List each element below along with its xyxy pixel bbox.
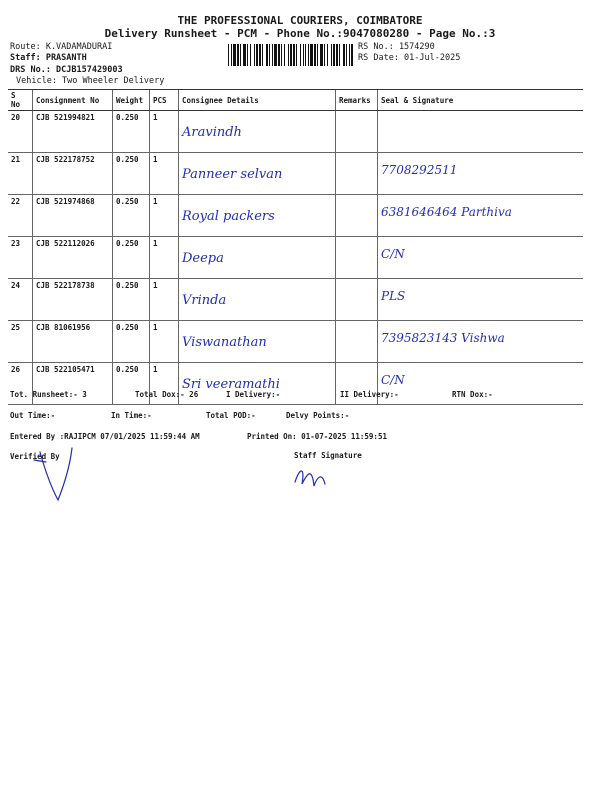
row-consignment-text: CJB 522178752	[36, 155, 95, 164]
col-sno: S No	[8, 90, 33, 111]
row-consignment	[33, 111, 113, 153]
row-consignment	[33, 237, 113, 279]
entered-by: Entered By :RAJIPCM 07/01/2025 11:59:44 AM	[10, 432, 200, 441]
row-consignment-text: CJB 522112026	[36, 239, 95, 248]
col-consignee: Consignee Details	[179, 90, 336, 111]
printed-on: Printed On: 01-07-2025 11:59:51	[247, 432, 387, 441]
row-weight-text: 0.250	[116, 323, 139, 332]
row-pcs-text: 1	[153, 323, 158, 332]
col-pcs: PCS	[150, 90, 179, 111]
row-remarks	[336, 195, 378, 237]
runsheet-table	[8, 89, 583, 405]
table-row	[8, 279, 583, 321]
row-consignee	[179, 237, 336, 279]
row-pcs	[150, 321, 179, 363]
row-sno-text: 22	[11, 197, 21, 206]
second-delivery: II Delivery:-	[340, 390, 399, 399]
row-seal	[378, 279, 584, 321]
row-consignee	[179, 279, 336, 321]
table-row	[8, 153, 583, 195]
row-pcs	[150, 279, 179, 321]
row-consignment	[33, 321, 113, 363]
in-time: In Time:-	[111, 411, 152, 420]
row-sno-text: 21	[11, 155, 21, 164]
staff-signature	[290, 462, 330, 492]
col-remarks: Remarks	[336, 90, 378, 111]
row-pcs	[150, 195, 179, 237]
row-consignment	[33, 279, 113, 321]
route-label: Route: K.VADAMADURAI	[10, 42, 113, 52]
row-remarks	[336, 153, 378, 195]
first-delivery: I Delivery:-	[226, 390, 281, 399]
row-weight-text: 0.250	[116, 281, 139, 290]
col-consignment: Consignment No	[33, 90, 113, 111]
row-seal	[378, 153, 584, 195]
table-row	[8, 111, 583, 153]
row-pcs	[150, 237, 179, 279]
total-dox: Total Dox:- 26	[135, 390, 199, 399]
row-weight	[113, 237, 150, 279]
row-pcs-text: 1	[153, 239, 158, 248]
table-row	[8, 321, 583, 363]
row-weight-text: 0.250	[116, 155, 139, 164]
barcode	[228, 44, 353, 66]
row-pcs-text: 1	[153, 113, 158, 122]
row-consignment-text: CJB 81061956	[36, 323, 91, 332]
table-row	[8, 237, 583, 279]
row-remarks	[336, 279, 378, 321]
row-seal-text: PLS	[381, 289, 406, 303]
row-sno-text: 25	[11, 323, 21, 332]
row-sno	[8, 237, 33, 279]
row-consignee-text: Vrinda	[182, 293, 227, 308]
row-sno	[8, 111, 33, 153]
row-consignment-text: CJB 521994821	[36, 113, 95, 122]
row-consignee-text: Sri veeramathi	[182, 377, 280, 392]
row-consignee	[179, 195, 336, 237]
row-sno	[8, 195, 33, 237]
row-seal-text: 7395823143 Vishwa	[381, 331, 505, 345]
out-time: Out Time:-	[10, 411, 56, 420]
row-consignee-text: Aravindh	[182, 125, 242, 140]
row-consignee	[179, 153, 336, 195]
row-pcs-text: 1	[153, 197, 158, 206]
runsheet-subtitle: Delivery Runsheet - PCM - Phone No.:9047080280 - Page No.:3	[104, 27, 496, 40]
row-weight	[113, 195, 150, 237]
rtn-dox: RTN Dox:-	[452, 390, 493, 399]
row-weight-text: 0.250	[116, 197, 139, 206]
row-sno	[8, 153, 33, 195]
rs-number: RS No.: 1574290	[358, 42, 435, 52]
row-seal	[378, 237, 584, 279]
row-pcs-text: 1	[153, 365, 158, 374]
row-consignee-text: Royal packers	[182, 209, 275, 224]
row-pcs	[150, 153, 179, 195]
col-weight: Weight	[113, 90, 150, 111]
row-remarks	[336, 321, 378, 363]
row-consignment-text: CJB 522105471	[36, 365, 95, 374]
row-weight-text: 0.250	[116, 113, 139, 122]
row-seal-text: 7708292511	[381, 163, 458, 177]
col-seal: Seal & Signature	[378, 90, 584, 111]
verified-by: Verified By	[10, 452, 60, 461]
staff-signature-label: Staff Signature	[294, 451, 362, 460]
row-weight	[113, 279, 150, 321]
row-consignment-text: CJB 521974868	[36, 197, 95, 206]
table-row	[8, 363, 583, 405]
table-header-row	[8, 90, 583, 111]
row-pcs	[150, 111, 179, 153]
drs-label: DRS No.: DCJB157429003	[10, 65, 123, 75]
row-consignee	[179, 321, 336, 363]
row-seal-text: C/N	[381, 247, 405, 261]
row-seal	[378, 111, 584, 153]
row-weight-text: 0.250	[116, 365, 139, 374]
company-title: THE PROFESSIONAL COURIERS, COIMBATORE	[177, 14, 423, 27]
row-pcs-text: 1	[153, 155, 158, 164]
row-pcs-text: 1	[153, 281, 158, 290]
row-consignment-text: CJB 522178738	[36, 281, 95, 290]
row-weight	[113, 321, 150, 363]
row-seal-text: C/N	[381, 373, 405, 387]
row-seal	[378, 321, 584, 363]
total-runsheet: Tot. Runsheet:- 3	[10, 390, 87, 399]
row-weight-text: 0.250	[116, 239, 139, 248]
row-consignment	[33, 153, 113, 195]
row-weight	[113, 153, 150, 195]
total-pod: Total POD:-	[206, 411, 256, 420]
row-sno-text: 20	[11, 113, 21, 122]
rs-date: RS Date: 01-Jul-2025	[358, 53, 461, 63]
row-consignee-text: Panneer selvan	[182, 167, 283, 182]
delivery-points: Delvy Points:-	[286, 411, 350, 420]
row-sno-text: 24	[11, 281, 21, 290]
verifier-signature	[20, 440, 80, 505]
row-sno-text: 26	[11, 365, 21, 374]
vehicle-label: Vehicle: Two Wheeler Delivery	[16, 76, 165, 86]
table-row	[8, 195, 583, 237]
row-consignee-text: Deepa	[182, 251, 224, 266]
row-consignment	[33, 195, 113, 237]
staff-label: Staff: PRASANTH	[10, 53, 87, 63]
row-consignee	[179, 111, 336, 153]
row-remarks	[336, 237, 378, 279]
row-sno	[8, 321, 33, 363]
row-sno	[8, 279, 33, 321]
row-remarks	[336, 111, 378, 153]
row-seal	[378, 195, 584, 237]
row-seal-text: 6381646464 Parthiva	[381, 205, 512, 219]
row-consignee-text: Viswanathan	[182, 335, 267, 350]
row-weight	[113, 111, 150, 153]
row-sno-text: 23	[11, 239, 21, 248]
